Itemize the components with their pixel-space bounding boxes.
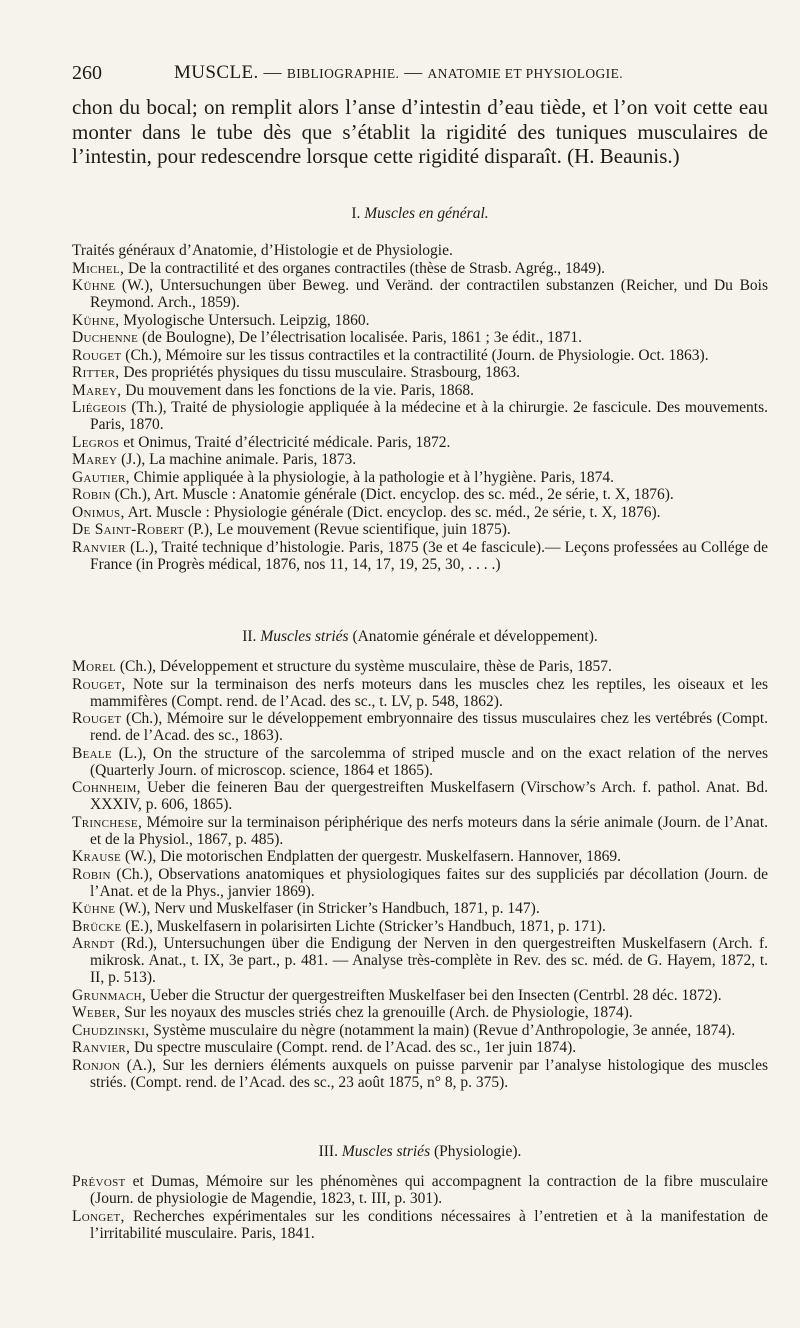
entry-author: De Saint-Robert: [72, 521, 185, 538]
bibliography-entry: [72, 347, 768, 364]
entry-author: Robin: [72, 486, 111, 503]
section-title: Muscles striés: [260, 628, 349, 645]
entry-author: Ritter,: [72, 364, 120, 381]
entry-text: Chimie appliquée à la physiologie, à la pathologie et à l’hygiène. Paris, 1874.: [129, 468, 615, 486]
bibliography-entry: [72, 539, 768, 573]
entry-text: (A.), Sur les derniers éléments auxquels on puisse parvenir par l’analyse histologique des muscles striés. (Compt. rend. de l’Acad. des sc., 23 août 1875, n° 8, p. 375).: [90, 1056, 768, 1091]
section-numeral: III.: [318, 1143, 338, 1160]
bibliography-entry: [72, 848, 768, 865]
bibliography-list-3: [72, 1173, 768, 1242]
bibliography-entry: [72, 1004, 768, 1021]
entry-author: Grunmach,: [72, 986, 146, 1004]
bibliography-entry: [72, 745, 768, 779]
entry-author: Rouget: [72, 710, 122, 727]
running-title-section: BIBLIOGRAPHIE.: [286, 66, 400, 81]
bibliography-entry: [72, 434, 768, 451]
bibliography-entry: [72, 935, 768, 986]
entry-author: Trinchese,: [72, 813, 143, 831]
intro-paragraph: [72, 95, 768, 169]
entry-text: (Ch.), Développement et structure du système musculaire, thèse de Paris, 1857.: [116, 658, 612, 675]
entry-author: Morel: [72, 658, 117, 675]
bibliography-entry: [72, 1173, 768, 1207]
bibliography-entry: [72, 504, 768, 521]
entry-text: Myologische Untersuch. Leipzig, 1860.: [119, 311, 370, 329]
entry-author: Legros: [72, 433, 120, 451]
entry-text: (P.), Le mouvement (Revue scientifique, juin 1875).: [184, 521, 511, 538]
bibliography-entry: [72, 1208, 768, 1242]
entry-text: Ueber die feineren Bau der quergestreiften Muskelfasern (Virschow’s Arch. f. pathol. Anat. Bd. XXXIV, p. 606, 1865).: [90, 779, 768, 813]
entry-text: Traités généraux d’Anatomie, d’Histologie et de Physiologie.: [72, 242, 453, 259]
entry-text: (Ch.), Observations anatomiques et physiologiques faites sur des suppliciés par décollation (Journ. de l’Anat. et de la Phys., janvier 1869).: [90, 865, 768, 900]
section-numeral: I.: [351, 205, 361, 222]
entry-author: Kühne,: [72, 311, 120, 329]
entry-author: Rouget,: [72, 675, 126, 693]
entry-text: Système musculaire du nègre (notamment la main) (Revue d’Anthropologie, 3e année, 1874).: [149, 1021, 736, 1039]
bibliography-entry: [72, 676, 768, 710]
entry-text: De la contractilité et des organes contractiles (thèse de Strasb. Agrég., 1849).: [124, 259, 606, 277]
entry-author: Robin: [72, 865, 111, 883]
entry-author: Ronjon: [72, 1056, 121, 1074]
bibliography-entry: [72, 710, 768, 744]
bibliography-entry: [72, 260, 768, 277]
running-title-topic: ANATOMIE ET PHYSIOLOGIE.: [427, 66, 623, 81]
entry-text: et Onimus, Traité d’électricité médicale. Paris, 1872.: [119, 433, 451, 451]
entry-text: Du mouvement dans les fonctions de la vie. Paris, 1868.: [121, 381, 474, 399]
entry-text: (Rd.), Untersuchungen über die Endigung der Nerven in den quergestreiften Muskelfasern (Arch. f. mikrosk. Anat., t. IX, 3e part., p. 481. — Analyse très-complète in Rev. des sc. méd. de G. Hayem, 1872, t. II, p. 513).: [90, 935, 768, 986]
entry-text: Note sur la terminaison des nerfs moteurs dans les muscles chez les reptiles, les oiseaux et les mammifères (Compt. rend. de l’Acad. des sc., t. LV, p. 548, 1862).: [90, 675, 768, 710]
entry-author: Ranvier,: [72, 1039, 131, 1056]
section-title-rest: (Physiologie).: [430, 1143, 522, 1160]
bibliography-entry: [72, 1022, 768, 1039]
entry-author: Duchenne: [72, 329, 139, 346]
running-title-main: MUSCLE.: [174, 62, 259, 83]
entry-text: Ueber die Structur der quergestreiften Muskelfaser bei den Insecten (Centrbl. 28 déc. 1872).: [146, 986, 722, 1004]
running-header: [72, 62, 768, 86]
entry-author: Kühne: [72, 900, 116, 917]
entry-author: Krause: [72, 848, 122, 865]
section-numeral: II.: [242, 628, 257, 645]
bibliography-list-1: [72, 242, 768, 573]
section-title: Muscles striés: [341, 1143, 431, 1160]
bibliography-entry: [72, 900, 768, 917]
entry-text: Du spectre musculaire (Compt. rend. de l’Acad. des sc., 1er juin 1874).: [130, 1039, 577, 1056]
entry-author: Gautier,: [72, 468, 130, 486]
section-title: Muscles en général.: [364, 205, 489, 222]
entry-author: Cohnheim,: [72, 779, 141, 796]
bibliography-entry: [72, 521, 768, 538]
entry-text: (Th.), Traité de physiologie appliquée à la médecine et à la chirurgie. 2e fascicule. Des mouvements. Paris, 1870.: [90, 399, 768, 433]
entry-author: Kühne: [72, 277, 116, 294]
bibliography-entry: [72, 312, 768, 329]
entry-author: Onimus,: [72, 503, 125, 521]
entry-author: Longet,: [72, 1207, 125, 1225]
section-title-rest: (Anatomie générale et développement).: [348, 628, 598, 645]
entry-text: (Ch.), Art. Muscle : Anatomie générale (Dict. encyclop. des sc. méd., 2e série, t. X, 1876).: [110, 486, 674, 503]
entry-author: Liégeois: [72, 399, 127, 416]
entry-text: et Dumas, Mémoire sur les phénomènes qui accompagnent la contraction de la fibre musculaire (Journ. de physiologie de Magendie, 1823, t. III, p. 301).: [90, 1173, 768, 1207]
bibliography-entry: [72, 814, 768, 848]
bibliography-entry: [72, 866, 768, 900]
entry-text: Mémoire sur la terminaison périphérique des nerfs moteurs dans la série animale (Journ. de l’Anat. et de la Physiol., 1867, p. 485).: [90, 813, 768, 848]
running-title: [174, 62, 623, 84]
bibliography-entry: [72, 451, 768, 468]
section-heading-3: [72, 1143, 768, 1161]
entry-author: Brücke: [72, 917, 122, 935]
entry-author: Marey: [72, 451, 118, 468]
bibliography-entry: [72, 779, 768, 813]
entry-text: (J.), La machine animale. Paris, 1873.: [117, 451, 357, 468]
bibliography-entry: [72, 364, 768, 381]
entry-text: (L.), On the structure of the sarcolemma of striped muscle and on the exact relation of the nerves (Quarterly Journ. of microscop. science, 1864 et 1865).: [90, 744, 768, 779]
entry-text: (W.), Die motorischen Endplatten der quergestr. Muskelfasern. Hannover, 1869.: [121, 848, 622, 865]
bibliography-entry: [72, 486, 768, 503]
intro-text: chon du bocal; on remplit alors l’anse d’intestin d’eau tiède, et l’on voit cette eau monter dans le tube dès que s’établit la rigidité des tuniques musculaires de l’intestin, pour redescendre lorsque cette rigidité disparaît. (H. Beaunis.): [72, 95, 768, 168]
bibliography-entry: [72, 1039, 768, 1056]
entry-author: Beale: [72, 744, 112, 762]
entry-author: Arndt: [72, 935, 115, 952]
page-number: 260: [72, 62, 102, 84]
entry-text: (W.), Nerv und Muskelfaser (in Stricker’s Handbuch, 1871, p. 147).: [115, 900, 540, 917]
entry-text: (Ch.), Mémoire sur le développement embryonnaire des tissus musculaires chez les vertébrés (Compt. rend. de l’Acad. des sc., 1863).: [90, 710, 768, 744]
entry-author: Weber,: [72, 1004, 121, 1021]
entry-author: Prévost: [72, 1173, 126, 1190]
entry-text: Des propriétés physiques du tissu musculaire. Strasbourg, 1863.: [119, 364, 521, 381]
bibliography-entry: [72, 1057, 768, 1091]
section-heading-2: [72, 628, 768, 646]
entry-text: (E.), Muskelfasern in polarisirten Lichte (Stricker’s Handbuch, 1871, p. 171).: [121, 917, 606, 935]
entry-author: Marey,: [72, 381, 122, 399]
entry-text: (L.), Traité technique d’histologie. Paris, 1875 (3e et 4e fascicule).— Leçons professées au Collége de France (in Progrès médical, 1876, nos 11, 14, 17, 19, 25, 30, . . . .): [90, 538, 768, 573]
entry-author: Michel,: [72, 259, 125, 277]
entry-text: (de Boulogne), De l’électrisation localisée. Paris, 1861 ; 3e édit., 1871.: [138, 329, 582, 346]
bibliography-entry: [72, 658, 768, 675]
bibliography-entry: [72, 277, 768, 311]
entry-text: Art. Muscle : Physiologie générale (Dict. encyclop. des sc. méd., 2e série, t. X, 1876).: [124, 503, 661, 521]
entry-author: Rouget: [72, 346, 122, 364]
section-heading-1: [72, 205, 768, 223]
bibliography-entry: [72, 329, 768, 346]
entry-text: Sur les noyaux des muscles striés chez la grenouille (Arch. de Physiologie, 1874).: [120, 1004, 633, 1021]
bibliography-list-2: [72, 658, 768, 1091]
bibliography-entry: [72, 918, 768, 935]
running-title-separator: —: [399, 62, 428, 82]
bibliography-entry: [72, 399, 768, 433]
bibliography-entry: [72, 469, 768, 486]
entry-author: Ranvier: [72, 538, 126, 556]
bibliography-entry: [72, 987, 768, 1004]
bibliography-entry: [72, 382, 768, 399]
entry-text: (Ch.), Mémoire sur les tissus contractiles et la contractilité (Journ. de Physiologie. Oct. 1863).: [121, 346, 709, 364]
entry-author: Chudzinski,: [72, 1021, 150, 1039]
entry-text: Recherches expérimentales sur les conditions nécessaires à l’entretien et à la manifestation de l’irritabilité musculaire. Paris, 1841.: [90, 1207, 768, 1242]
running-title-separator: —: [258, 62, 287, 82]
entry-text: (W.), Untersuchungen über Beweg. und Veränd. der contractilen substanzen (Reicher, und Du Bois Reymond. Arch., 1859).: [90, 277, 768, 311]
bibliography-entry: [72, 242, 768, 259]
